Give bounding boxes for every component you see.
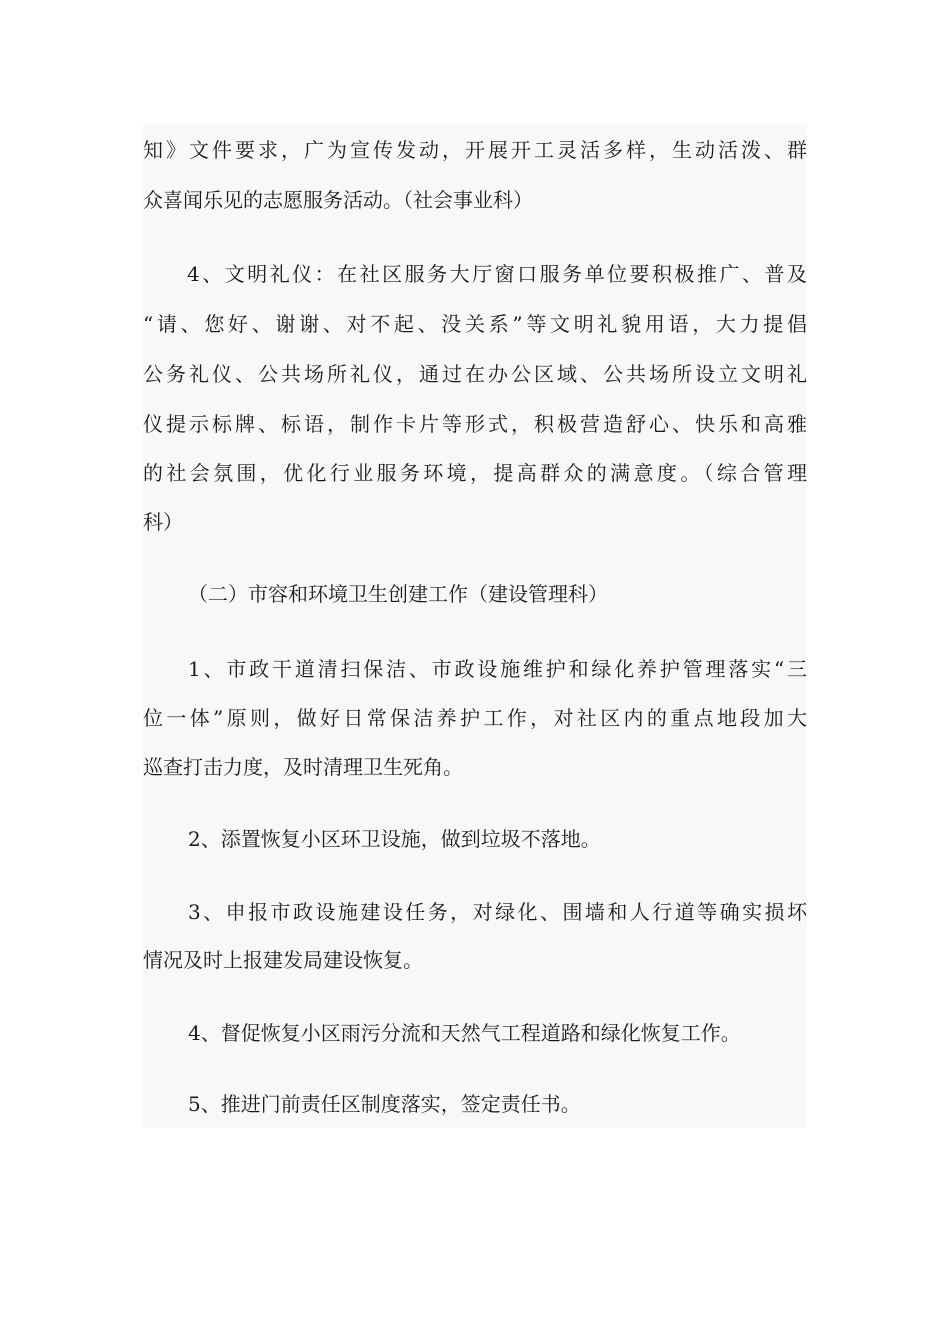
paragraph-line: 巡查打击力度，及时清理卫生死角。 bbox=[143, 755, 463, 779]
paragraph-line: 1、市政干道清扫保洁、市政设施维护和绿化养护管理落实“三 bbox=[188, 657, 807, 681]
paragraph-line: 情况及时上报建发局建设恢复。 bbox=[143, 948, 423, 972]
paragraph-line: 公务礼仪、公共场所礼仪，通过在办公区域、公共场所设立文明礼 bbox=[143, 362, 807, 386]
paragraph-line: 位一体”原则，做好日常保洁养护工作，对社区内的重点地段加大 bbox=[143, 706, 807, 730]
paragraph-line: 2、添置恢复小区环卫设施，做到垃圾不落地。 bbox=[188, 827, 601, 851]
paragraph-line: “请、您好、谢谢、对不起、没关系”等文明礼貌用语，大力提倡 bbox=[143, 312, 807, 336]
paragraph-line: 4、督促恢复小区雨污分流和天然气工程道路和绿化恢复工作。 bbox=[188, 1021, 741, 1045]
paragraph-line: 5、推进门前责任区制度落实，签定责任书。 bbox=[188, 1092, 581, 1116]
paragraph-line: 仪提示标牌、标语，制作卡片等形式，积极营造舒心、快乐和高雅 bbox=[143, 412, 807, 436]
section-heading: （二）市容和环境卫生创建工作（建设管理科） bbox=[188, 582, 608, 606]
document-text-block bbox=[143, 124, 807, 1128]
paragraph-line: 的社会氛围，优化行业服务环境，提高群众的满意度。（综合管理 bbox=[143, 461, 807, 485]
paragraph-line: 科） bbox=[143, 510, 183, 534]
paragraph-line: 知》文件要求，广为宣传发动，开展开工灵活多样，生动活泼、群 bbox=[143, 138, 807, 162]
paragraph-line: 众喜闻乐见的志愿服务活动。（社会事业科） bbox=[143, 188, 533, 212]
paragraph-line: 4、文明礼仪：在社区服务大厅窗口服务单位要积极推广、普及 bbox=[187, 262, 807, 286]
paragraph-line: 3、申报市政设施建设任务，对绿化、围墙和人行道等确实损坏 bbox=[188, 900, 807, 924]
